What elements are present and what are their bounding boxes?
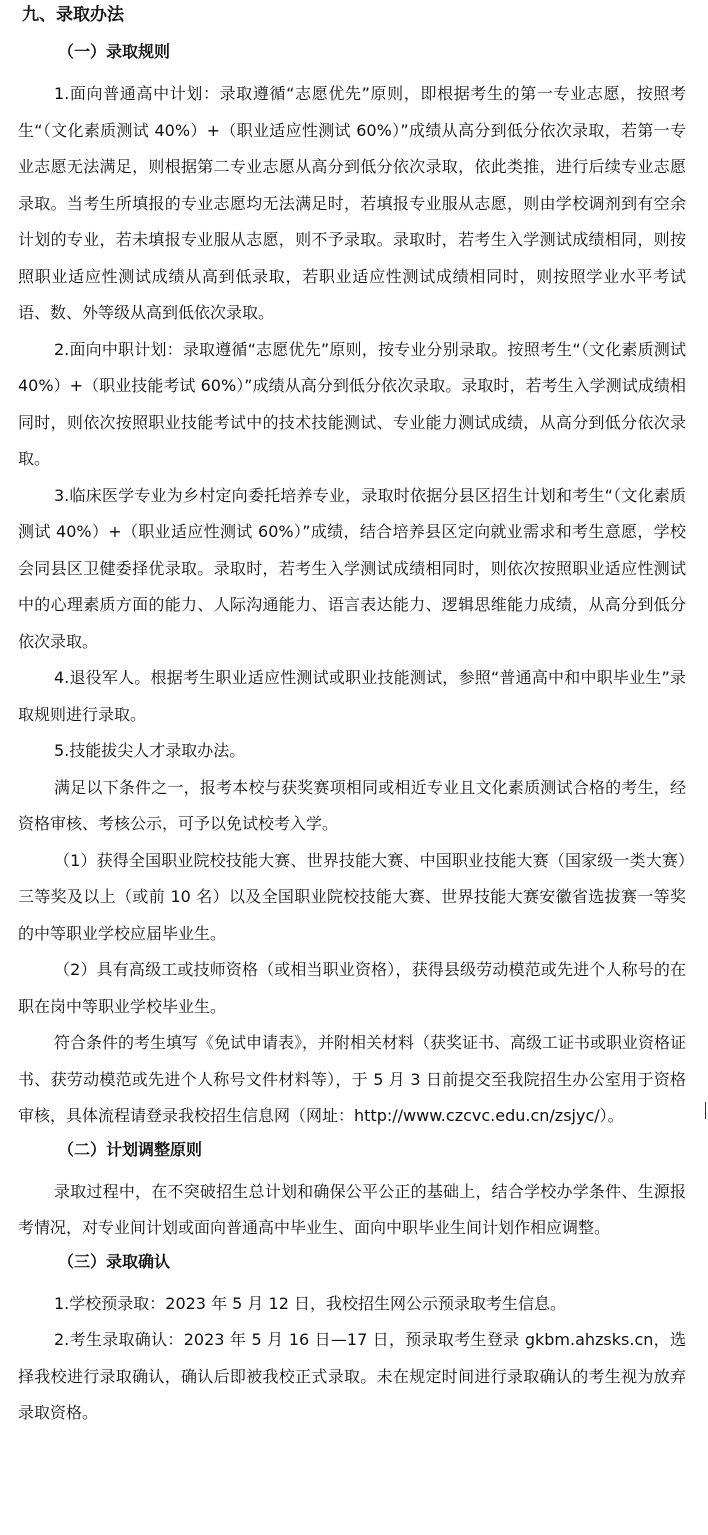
paragraph-conditions: 满足以下条件之一，报考本校与获奖赛项相同或相近专业且文化素质测试合格的考生，经资格审核、考核公示，可予以免试校考入学。 — [18, 777, 686, 833]
subsection-title-confirmation: （三）录取确认 — [58, 1251, 171, 1271]
paragraph-pre-admission: 1.学校预录取：2023 年 5 月 12 日，我校招生网公示预录取考生信息。 — [54, 1293, 566, 1313]
paragraph-condition-1: （1）获得全国职业院校技能大赛、世界技能大赛、中国职业技能大赛（国家级一类大赛）三等奖及以上（或前 10 名）以及全国职业院校技能大赛、世界技能大赛安徽省选拔赛一等奖的中等职业学校应届毕业生。 — [18, 850, 686, 943]
paragraph-high-school-plan: 1.面向普通高中计划：录取遵循“志愿优先”原则，即根据考生的第一专业志愿，按照考生“（文化素质测试 40%）+（职业适应性测试 60%）”成绩从高分到低分依次录取，若第一专业志愿无法满足，则根据第二专业志愿从高分到低分依次录取，依此类推，进行后续专业志愿录取。当考生所填报的专业志愿均无法满足时，若填报专业服从志愿，则由学校调剂到有空余计划的专业，若未填报专业服从志愿，则不予录取。录取时，若考生入学测试成绩相同，则按照职业适应性测试成绩从高到低录取，若职业适应性测试成绩相同时，则按照学业水平考试语、数、外等级从高到低依次录取。 — [18, 84, 686, 322]
paragraph-skill-talent-title: 5.技能拔尖人才录取办法。 — [54, 741, 246, 760]
paragraph-clinical-medicine: 3.临床医学专业为乡村定向委托培养专业，录取时依据分县区招生计划和考生“（文化素质测试 40%）+（职业适应性测试 60%）”成绩，结合培养县区定向就业需求和考生意愿，学校会同县区卫健委择优录取。录取时，若考生入学测试成绩相同时，则依次按照职业适应性测试中的心理素质方面的能力、人际沟通能力、语言表达能力、逻辑思维能力成绩，从高分到低分依次录取。 — [18, 485, 686, 651]
section-title: 九、录取办法 — [22, 5, 124, 25]
subsection-title-plan-adjustment: （二）计划调整原则 — [58, 1139, 203, 1159]
subsection-title-admission-rules: （一）录取规则 — [58, 42, 171, 61]
paragraph-veterans: 4.退役军人。根据考生职业适应性测试或职业技能测试，参照“普通高中和中职毕业生”录取规则进行录取。 — [18, 668, 686, 724]
text-cursor — [705, 1102, 706, 1119]
paragraph-confirmation: 2.考生录取确认：2023 年 5 月 16 日—17 日，预录取考生登录 gkbm.ahzsks.cn，选择我校进行录取确认，确认后即被我校正式录取。未在规定时间进行录取确认的考生视为放弃录取资格。 — [18, 1330, 686, 1422]
paragraph-condition-2: （2）具有高级工或技师资格（或相当职业资格），获得县级劳动模范或先进个人称号的在职在岗中等职业学校毕业生。 — [18, 960, 686, 1016]
paragraph-application: 符合条件的考生填写《免试申请表》，并附相关材料（获奖证书、高级工证书或职业资格证书、获劳动模范或先进个人称号文件材料等），于 5 月 3 日前提交至我院招生办公室用于资格审核，具体流程请登录我校招生信息网（网址：http://www.czcvc.edu.cn/zsjyc/）。 — [18, 1033, 687, 1125]
paragraph-vocational-plan: 2.面向中职计划：录取遵循“志愿优先”原则，按专业分别录取。按照考生“（文化素质测试 40%）+（职业技能考试 60%）”成绩从高分到低分依次录取。录取时，若考生入学测试成绩相同时，则依次按照职业技能考试中的技术技能测试、专业能力测试成绩，从高分到低分依次录取。 — [18, 339, 686, 468]
paragraph-plan-adjustment: 录取过程中，在不突破招生总计划和确保公平公正的基础上，结合学校办学条件、生源报考情况，对专业间计划或面向普通高中毕业生、面向中职毕业生间计划作相应调整。 — [18, 1181, 686, 1237]
